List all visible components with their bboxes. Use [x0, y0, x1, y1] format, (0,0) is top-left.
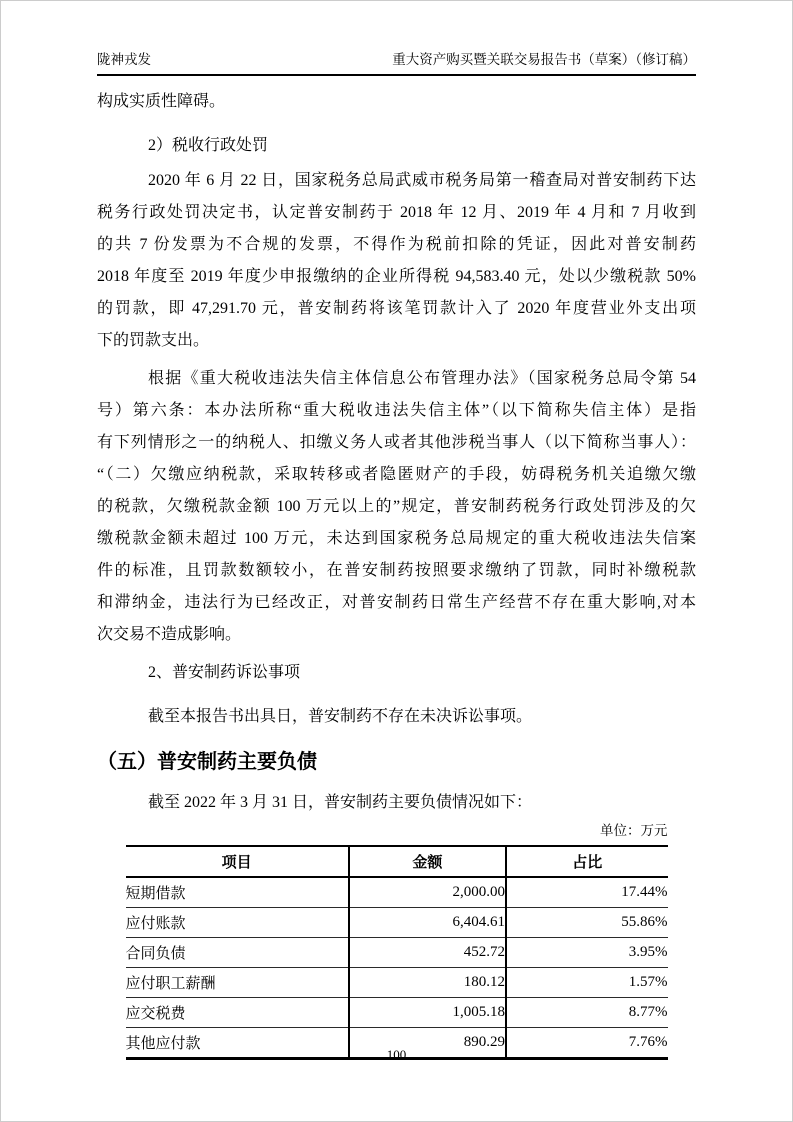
table-row — [126, 998, 668, 1028]
paragraph-line: 缴税款金额未超过 100 万元，未达到国家税务总局规定的重大税收违法失信案 — [97, 530, 696, 547]
table-row — [126, 968, 668, 998]
sub-item-tax-penalty: 2）税收行政处罚 — [148, 137, 269, 154]
liabilities-table — [126, 845, 668, 1060]
table-row — [126, 877, 668, 908]
header-report-title: 重大资产购买暨关联交易报告书（草案）（修订稿） — [392, 52, 696, 67]
document-body — [97, 76, 696, 1060]
section-heading-liabilities: （五）普安制药主要负债 — [97, 751, 317, 773]
paragraph-line: 有下列情形之一的纳税人、扣缴义务人或者其他涉税当事人（以下简称当事人）： — [97, 434, 696, 451]
cell-item: 应交税费 — [126, 998, 349, 1028]
cell-ratio: 17.44% — [506, 877, 668, 908]
cell-amount: 6,404.61 — [349, 908, 506, 938]
paragraph-line: 次交易不造成影响。 — [97, 626, 242, 643]
cell-item: 其他应付款 — [125, 1036, 201, 1052]
paragraph-line: 和滞纳金，违法行为已经改正，对普安制药日常生产经营不存在重大影响,对本 — [97, 594, 696, 611]
cell-ratio: 55.86% — [506, 908, 668, 938]
paragraph-line: 下的罚款支出。 — [97, 332, 210, 349]
cell-amount: 452.72 — [349, 938, 506, 968]
cell-amount: 180.12 — [349, 968, 506, 998]
liabilities-table-wrap — [126, 821, 668, 1060]
page-number: 100 — [386, 1047, 407, 1062]
cell-item: 应付账款 — [126, 908, 349, 938]
paragraph-line: 的共 7 份发票为不合规的发票，不得作为税前扣除的凭证，因此对普安制药 — [97, 236, 696, 253]
sub-item-litigation: 2、普安制药诉讼事项 — [148, 664, 301, 681]
paragraph-tax-penalty — [97, 165, 696, 357]
body-line-carryover: 构成实质性障碍。 — [97, 93, 226, 110]
paragraph-line: 税务行政处罚决定书，认定普安制药于 2018 年 12 月、2019 年 4 月和 7 月收到 — [97, 204, 696, 221]
column-header-ratio: 占比 — [506, 846, 668, 877]
page-header — [97, 51, 696, 76]
paragraph-line: 根据《重大税收违法失信主体信息公布管理办法》（国家税务总局令第 54 — [148, 370, 696, 387]
paragraph-line: 的罚款，即 47,291.70 元，普安制药将该笔罚款计入了 2020 年度营业外支出项 — [97, 300, 696, 317]
paragraph-line: “（二）欠缴应纳税款，采取转移或者隐匿财产的手段，妨碍税务机关追缴欠缴 — [97, 466, 696, 483]
litigation-statement: 截至本报告书出具日，普安制药不存在未决诉讼事项。 — [148, 708, 533, 725]
header-company-short-name: 陇神戎发 — [97, 52, 151, 67]
paragraph-line: 的税款，欠缴税款金额 100 万元以上的”规定，普安制药税务行政处罚涉及的欠 — [97, 498, 696, 515]
table-header-row — [126, 846, 668, 877]
table-intro-line: 截至 2022 年 3 月 31 日，普安制药主要负债情况如下： — [148, 794, 533, 811]
table-row — [126, 908, 668, 938]
paragraph-line: 2018 年度至 2019 年度少申报缴纳的企业所得税 94,583.40 元，处以少缴税款 50% — [97, 268, 696, 285]
cell-amount: 2,000.00 — [349, 877, 506, 908]
paragraph-line: 2020 年 6 月 22 日，国家税务总局武威市税务局第一稽查局对普安制药下达 — [148, 172, 696, 189]
paragraph-regulation — [97, 363, 696, 651]
unit-label: 单位：万元 — [600, 823, 668, 838]
cell-amount: 1,005.18 — [349, 998, 506, 1028]
cell-ratio: 8.77% — [506, 998, 668, 1028]
cell-ratio: 7.76% — [506, 1028, 668, 1059]
column-header-item: 项目 — [126, 846, 349, 877]
column-header-amount: 金额 — [349, 846, 506, 877]
cell-item: 短期借款 — [126, 877, 349, 908]
paragraph-line: 件的标准，且罚款数额较小，在普安制药按照要求缴纳了罚款，同时补缴税款 — [97, 562, 696, 579]
cell-item: 合同负债 — [126, 938, 349, 968]
cell-ratio: 1.57% — [506, 968, 668, 998]
table-row — [126, 938, 668, 968]
cell-ratio: 3.95% — [506, 938, 668, 968]
cell-item: 应付职工薪酬 — [126, 968, 349, 998]
cell-amount: 890.29 — [349, 1028, 506, 1059]
paragraph-line: 号）第六条：本办法所称“重大税收违法失信主体”（以下简称失信主体）是指 — [97, 402, 696, 419]
